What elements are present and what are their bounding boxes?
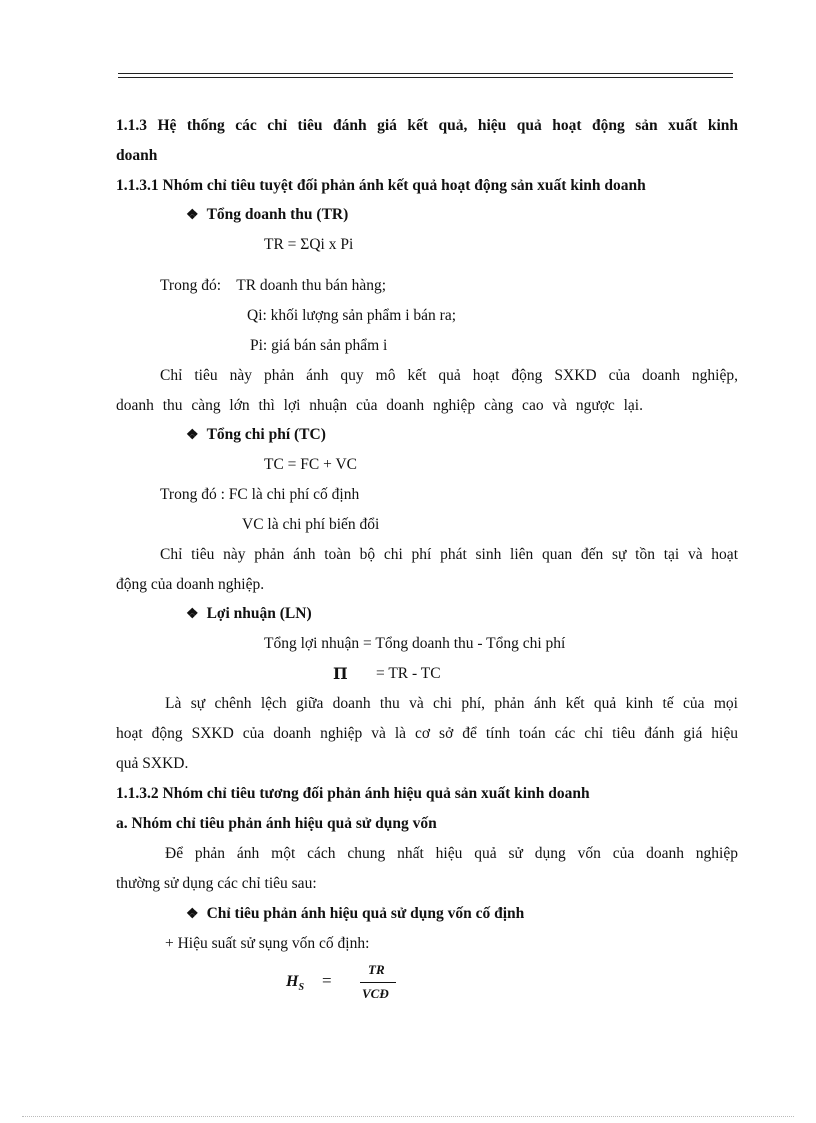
- hs-label: + Hiệu suất sử sụng vốn cố định:: [165, 935, 370, 952]
- vcd-title: Chỉ tiêu phản ánh hiệu quả sử dụng vốn cố định: [206, 905, 525, 922]
- tc-title: Tổng chi phí (TC): [206, 426, 326, 443]
- hs-formula: [280, 962, 410, 1008]
- tr-where-3: Pi: giá bán sản phẩm i: [250, 337, 388, 354]
- heading-1-1-3: 1.1.3 Hệ thống các chỉ tiêu đánh giá kết quả, hiệu quả hoạt động sản xuất kinh: [116, 117, 738, 134]
- diamond-dots-bullet-icon: ❖: [186, 907, 199, 922]
- heading-1-1-3-cont: doanh: [116, 147, 158, 164]
- ln-pi-symbol: Π: [333, 664, 348, 683]
- diamond-dots-bullet-icon: ❖: [186, 607, 199, 622]
- header-rule-bottom: [118, 77, 733, 78]
- ln-formula-1: Tổng lợi nhuận = Tổng doanh thu - Tổng chi phí: [264, 635, 566, 652]
- tr-desc-1: Chỉ tiêu này phản ánh quy mô kết quả hoạt động SXKD của doanh nghiệp,: [160, 367, 738, 384]
- ln-formula-2: = TR - TC: [376, 665, 441, 682]
- tc-formula: TC = FC + VC: [264, 456, 357, 473]
- tr-where-2: Qi: khối lượng sản phẩm i bán ra;: [247, 307, 457, 324]
- bullet-tc: [186, 425, 326, 446]
- fraction-bar: [360, 982, 396, 983]
- hs-symbol: $H_S$: [286, 973, 305, 994]
- tc-where-2: VC là chi phí biến đổi: [242, 516, 380, 533]
- bullet-ln: [186, 604, 312, 625]
- von-desc-2: thường sử dụng các chỉ tiêu sau:: [116, 875, 317, 892]
- page-bottom-border: [22, 1116, 794, 1117]
- heading-1-1-3-2: 1.1.3.2 Nhóm chỉ tiêu tương đối phản ánh hiệu quả sản xuất kinh doanh: [116, 785, 590, 802]
- heading-1-1-3-1: 1.1.3.1 Nhóm chỉ tiêu tuyệt đối phản ánh kết quả hoạt động sản xuất kinh doanh: [116, 177, 646, 194]
- heading-a: a. Nhóm chỉ tiêu phản ánh hiệu quả sử dụng vốn: [116, 815, 437, 832]
- diamond-dots-bullet-icon: ❖: [186, 208, 199, 223]
- tr-desc-2: doanh thu càng lớn thì lợi nhuận của doanh nghiệp càng cao và ngược lại.: [116, 397, 643, 414]
- ln-desc-2: hoạt động SXKD của doanh nghiệp và là cơ sở để tính toán các chỉ tiêu đánh giá hiệu: [116, 725, 738, 742]
- tc-where-1: Trong đó : FC là chi phí cố định: [160, 486, 360, 503]
- bullet-vcd: [186, 904, 524, 925]
- hs-numerator: TR: [368, 962, 385, 977]
- tr-where-1: Trong đó: TR doanh thu bán hàng;: [160, 277, 387, 294]
- tc-desc-2: động của doanh nghiệp.: [116, 576, 265, 593]
- header-rule-top: [118, 73, 733, 74]
- ln-desc-1: Là sự chênh lệch giữa doanh thu và chi phí, phản ánh kết quả kinh tế của mọi: [165, 695, 738, 712]
- tc-desc-1: Chỉ tiêu này phản ánh toàn bộ chi phí phát sinh liên quan đến sự tồn tại và hoạt: [160, 546, 738, 563]
- hs-equals: =: [322, 971, 332, 990]
- von-desc-1: Để phản ánh một cách chung nhất hiệu quả sử dụng vốn của doanh nghiệp: [165, 845, 738, 862]
- hs-denominator: VCĐ: [362, 986, 389, 1001]
- bullet-tr: [186, 205, 348, 226]
- ln-title: Lợi nhuận (LN): [206, 605, 312, 622]
- diamond-dots-bullet-icon: ❖: [186, 428, 199, 443]
- ln-desc-3: quả SXKD.: [116, 755, 189, 772]
- tr-formula: TR = ΣQi x Pi: [264, 236, 354, 253]
- tr-title: Tổng doanh thu (TR): [206, 206, 349, 223]
